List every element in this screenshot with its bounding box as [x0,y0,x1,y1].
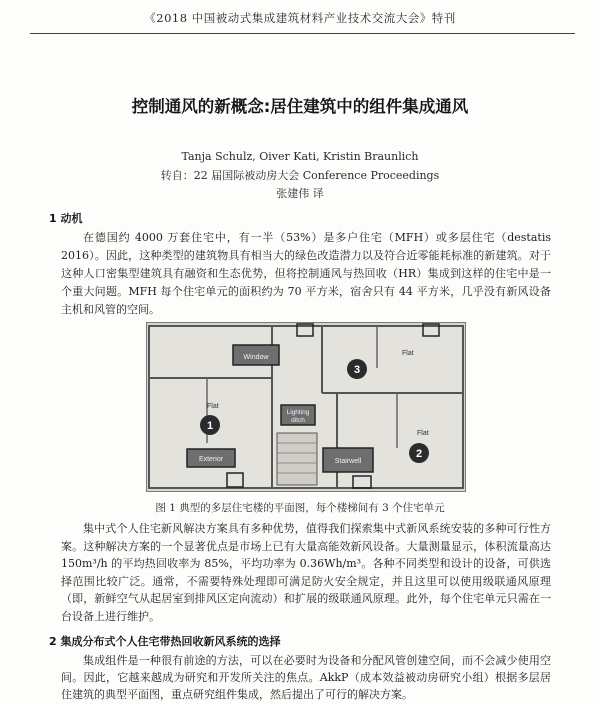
label-exterior: Exterior [198,456,224,463]
header-rule [30,33,575,34]
floor-plan-drawing [147,323,465,491]
paragraph-2: 集中式个人住宅新风解决方案具有多种优势，值得我们探索集中式新风系统安装的多种可行性方案。这种解决方案的一个显著优点是市场上已有大量高能效新风设备。大量测量显示，体积流量高达 150m³/h 的平均热回收率为 85%，平均功率为 0.36Wh/m³。各种不同类型和设计的设备，可供选择范围比较广泛。通常，不需要特殊处理即可满足防火安全规定，并且这里可以使用级联通风原理（即，新鲜空气从起居室到排风区定向流动）和扩展的级联通风原理。此外，每个住宅单元只需在一台设备上进行维护。 [61,522,551,623]
section-2-heading: 2 集成分布式个人住宅带热回收新风系统的选择 [49,635,281,648]
flat-marker-2-label: 2 [415,448,423,460]
translator: 张建伟 译 [276,187,324,200]
flat-marker-1-label: 1 [206,420,214,432]
article-title: 控制通风的新概念:居住建筑中的组件集成通风 [131,97,469,116]
section-1-paragraph: 在德国约 4000 万套住宅中，有一半（53%）是多户住宅（MFH）或多层住宅（destatis 2016）。因此，这种类型的建筑物具有相当大的绿色改造潜力以及符合近零能耗标准的新建筑。对于这种人口密集型建筑具有融资和生态优势，但将控制通风与热回收（HR）集成到这样的住宅中是一个重大问题。MFH 每个住宅单元的面积约为 70 平方米，宿舍只有 44 平方米，几乎没有新风设备主机和风管的空间。 [61,231,551,316]
journal-header: 《2018 中国被动式集成建筑材料产业技术交流大会》特刊 [144,11,456,25]
label-flat-3: Flat [402,350,414,357]
figure-caption: 图 1 典型的多层住宅楼的平面图，每个楼梯间有 3 个住宅单元 [155,502,445,514]
label-stairwell: Stairwell [334,458,362,465]
section-2-paragraph: 集成组件是一种很有前途的方法，可以在必要时为设备和分配风管创建空间，而不会减少使用空间。因此，它越来越成为研究和开发所关注的焦点。AkkP（成本效益被动房研究小组）根据多层居住建筑的典型平面图，重点研究组件集成，然后提出了可行的解决方案。 [61,654,551,701]
authors: Tanja Schulz, Oiver Kati, Kristin Braunlich [181,150,419,163]
section-1-heading: 1 动机 [49,212,83,225]
floor-plan-figure [146,322,466,492]
flat-marker-3-label: 3 [353,364,361,376]
source-line: 转自：22 届国际被动房大会 Conference Proceedings [160,169,440,182]
label-flat-1: Flat [207,403,219,410]
label-window: Window [243,354,269,361]
label-flat-2: Flat [417,430,429,437]
stair [277,433,317,485]
label-lighting-2: ditch [291,417,305,424]
label-lighting: Lighting [286,409,310,416]
